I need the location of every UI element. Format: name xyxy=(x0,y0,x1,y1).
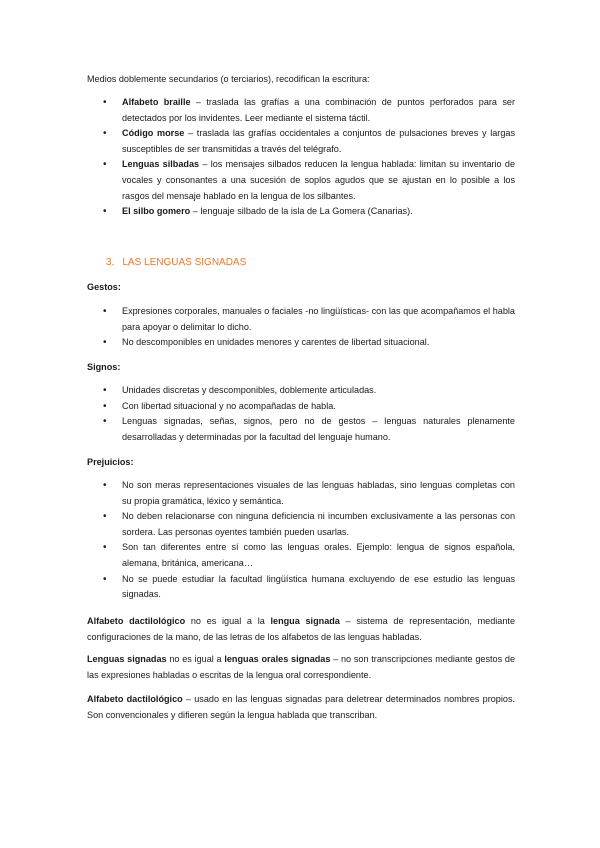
list-text: – los mensajes silbados reducen la lengua hablada: limitan su inventario de vocales y consonantes a una sucesión de soplos agudos que se ajustan en lo posible a los rasgos del mensaje hablado en la lengua de los silbantes. xyxy=(122,159,516,201)
bullet-icon: • xyxy=(103,416,107,428)
prejuicios-label: Prejuicios: xyxy=(87,457,134,467)
bullet-icon: • xyxy=(103,542,107,554)
bold-term: Lenguas signadas xyxy=(87,654,167,664)
recodification-list xyxy=(87,95,515,220)
list-term: Alfabeto braille xyxy=(122,97,191,107)
list-text: Expresiones corporales, manuales o faciales -no lingüísticas- con las que acompañamos el habla para apoyar o delimitar lo dicho. xyxy=(122,306,515,332)
bold-term: lenguas orales signadas xyxy=(224,654,331,664)
list-item xyxy=(87,478,515,509)
bullet-icon: • xyxy=(103,128,107,140)
bullet-icon: • xyxy=(103,400,107,412)
bullet-icon: • xyxy=(103,206,107,218)
list-text: – traslada las grafías occidentales a conjuntos de pulsaciones breves y largas susceptibles de ser transmitidas a través del telégrafo. xyxy=(122,128,515,154)
list-item xyxy=(87,399,515,415)
signos-label: Signos: xyxy=(87,362,121,372)
prejuicios-list xyxy=(87,478,515,603)
para-text: – usado en las lenguas signadas para deletrear determinados nombres propios. Son convencionales y difieren según la lengua hablada que transcriban. xyxy=(87,694,516,720)
paragraph-alfabeto xyxy=(87,692,515,723)
bullet-icon: • xyxy=(103,337,107,349)
list-text: No deben relacionarse con ninguna deficiencia ni incumben exclusivamente a las personas con sordera. Las personas oyentes también pueden usarlas. xyxy=(122,511,515,537)
para-text: no es igual a xyxy=(166,654,225,664)
list-item xyxy=(87,509,515,540)
list-item xyxy=(87,95,515,126)
para-text: – sistema de representación, mediante configuraciones de la mano, de las letras de los alfabetos de las lenguas habladas. xyxy=(87,616,516,642)
paragraph-dactilologico xyxy=(87,614,515,645)
list-text: – traslada las grafías a una combinación de puntos perforados para ser detectados por los invidentes. Leer mediante el sistema táctil. xyxy=(122,97,515,123)
list-term: Lenguas silbadas xyxy=(122,159,200,170)
para-text: – no son transcripciones mediante gestos de las expresiones habladas o escritas de la lengua oral correspondiente. xyxy=(87,654,516,680)
list-item xyxy=(87,157,515,204)
para-text: no es igual a la xyxy=(185,616,271,626)
list-text: Son tan diferentes entre sí como las lenguas orales. Ejemplo: lengua de signos española, alemana, británica, americana… xyxy=(122,542,515,568)
bullet-icon: • xyxy=(103,306,107,317)
bullet-icon: • xyxy=(103,385,107,396)
bullet-icon: • xyxy=(103,97,107,108)
bullet-icon: • xyxy=(103,159,107,171)
list-text: – lenguaje silbado de la isla de La Gomera (Canarias). xyxy=(190,206,413,217)
paragraph-lenguas-signadas xyxy=(87,652,515,683)
list-text: Unidades discretas y descomponibles, doblemente articuladas. xyxy=(122,385,377,395)
bold-term: Alfabeto dactilológico xyxy=(87,616,186,626)
bullet-icon: • xyxy=(103,480,107,491)
list-item xyxy=(87,204,515,220)
intro-text: Medios doblemente secundarios (o terciarios), recodifican la escritura: xyxy=(87,74,370,84)
bold-term: Alfabeto dactilológico xyxy=(87,694,183,704)
bold-term: lengua signada xyxy=(270,616,340,626)
list-item xyxy=(87,126,515,157)
section-heading xyxy=(106,255,246,271)
list-text: No son meras representaciones visuales de las lenguas habladas, sino lenguas completas con su propia gramática, léxico y semántica. xyxy=(122,480,515,506)
list-term: Código morse xyxy=(122,128,185,139)
list-text: No se puede estudiar la facultad lingüística humana excluyendo de ese estudio las lenguas signadas. xyxy=(122,573,515,600)
list-item xyxy=(87,304,515,335)
signos-list xyxy=(87,383,515,445)
list-item xyxy=(87,414,515,445)
gestos-list xyxy=(87,304,515,351)
list-text: Con libertad situacional y no acompañadas de habla. xyxy=(122,400,336,411)
bullet-icon: • xyxy=(103,511,107,523)
list-item xyxy=(87,572,515,603)
section-number: 3. xyxy=(106,257,115,268)
bullet-icon: • xyxy=(103,573,107,585)
list-text: Lenguas signadas, señas, signos, pero no de gestos – lenguas naturales plenamente desarrolladas y determinadas por la facultad del lenguaje humano. xyxy=(122,416,515,442)
list-text: No descomponibles en unidades menores y carentes de libertad situacional. xyxy=(122,337,430,348)
list-item xyxy=(87,540,515,571)
section-title: LAS LENGUAS SIGNADAS xyxy=(122,257,247,268)
gestos-label: Gestos: xyxy=(87,282,121,292)
list-item xyxy=(87,335,515,351)
list-item xyxy=(87,383,515,399)
list-term: El silbo gomero xyxy=(122,206,191,217)
